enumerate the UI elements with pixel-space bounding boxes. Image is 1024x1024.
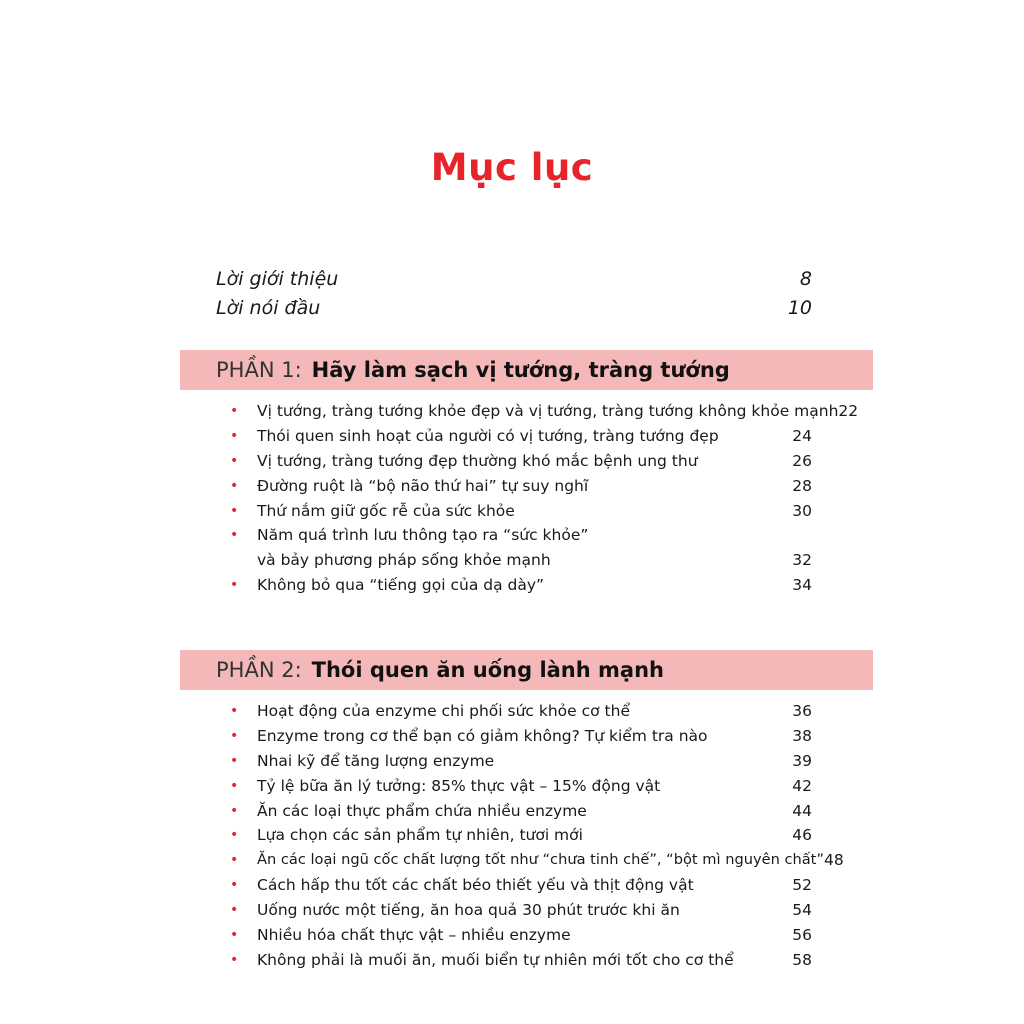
bullet-icon: • xyxy=(230,877,239,894)
toc-entry xyxy=(230,523,812,573)
bullet-icon: • xyxy=(230,902,239,919)
entry-page: 56 xyxy=(792,926,812,944)
entry-text: Lựa chọn các sản phẩm tự nhiên, tươi mới xyxy=(257,826,583,845)
entry-text: Thứ nắm giữ gốc rễ của sức khỏe xyxy=(257,501,515,520)
entry-page: 36 xyxy=(792,701,812,720)
toc-entry xyxy=(230,774,812,799)
part-title: Thói quen ăn uống lành mạnh xyxy=(311,658,664,682)
bullet-icon: • xyxy=(230,577,239,594)
entry-text: Thói quen sinh hoạt của người có vị tướng, tràng tướng đẹp xyxy=(257,426,719,445)
toc-entry xyxy=(230,699,812,724)
part-2-entries xyxy=(230,699,844,973)
toc-entry-preface xyxy=(216,297,812,319)
entry-page: 39 xyxy=(792,751,812,770)
entry-label: Lời nói đầu xyxy=(216,297,321,319)
toc-entry xyxy=(230,749,812,774)
part-title: Hãy làm sạch vị tướng, tràng tướng xyxy=(311,358,730,382)
bullet-icon: • xyxy=(230,403,239,419)
toc-entry xyxy=(230,573,812,598)
toc-entry xyxy=(230,799,812,824)
entry-text: Hoạt động của enzyme chi phối sức khỏe cơ thể xyxy=(257,702,630,720)
toc-entry xyxy=(230,898,812,923)
entry-text: Ăn các loại thực phẩm chứa nhiều enzyme xyxy=(257,801,587,820)
entry-text: Ăn các loại ngũ cốc chất lượng tốt như “chưa tinh chế”, “bột mì nguyên chất” xyxy=(257,851,824,869)
entry-page: 22 xyxy=(838,401,859,420)
entry-page: 52 xyxy=(792,876,812,895)
toc-entry xyxy=(230,724,812,749)
entry-page: 34 xyxy=(792,576,812,595)
entry-text: Đường ruột là “bộ não thứ hai” tự suy nghĩ xyxy=(257,476,589,495)
part-label: PHẦN 2: xyxy=(216,658,302,682)
entry-text: Không phải là muối ăn, muối biển tự nhiên mới tốt cho cơ thể xyxy=(257,950,734,969)
toc-entry xyxy=(230,923,812,948)
entry-text: Uống nước một tiếng, ăn hoa quả 30 phút trước khi ăn xyxy=(257,901,680,920)
bullet-icon: • xyxy=(230,477,239,494)
toc-entry xyxy=(230,424,812,449)
entry-page: 26 xyxy=(792,451,812,470)
entry-page: 48 xyxy=(823,851,844,870)
entry-text: Vị tướng, tràng tướng đẹp thường khó mắc bệnh ung thư xyxy=(257,451,698,470)
entry-page: 54 xyxy=(792,901,812,920)
entry-text-line-2: và bảy phương pháp sống khỏe mạnh xyxy=(257,551,551,570)
bullet-icon: • xyxy=(230,951,239,968)
entry-page: 8 xyxy=(799,268,812,290)
toc-entry xyxy=(230,474,812,499)
entry-page: 10 xyxy=(787,297,812,319)
bullet-icon: • xyxy=(230,452,239,469)
toc-entry xyxy=(230,399,859,424)
page-title: Mục lục xyxy=(430,146,594,189)
bullet-icon: • xyxy=(230,502,239,519)
part-1-entries xyxy=(230,399,859,598)
toc-entry xyxy=(230,499,812,524)
entry-page: 44 xyxy=(792,801,812,820)
bullet-icon: • xyxy=(230,827,239,844)
toc-entry xyxy=(230,449,812,474)
entry-text: Nhai kỹ để tăng lượng enzyme xyxy=(257,751,495,770)
bullet-icon: • xyxy=(230,527,239,544)
entry-page: 38 xyxy=(792,726,812,745)
entry-text: Không bỏ qua “tiếng gọi của dạ dày” xyxy=(257,576,545,595)
bullet-icon: • xyxy=(230,802,239,819)
entry-page: 32 xyxy=(792,551,812,570)
bullet-icon: • xyxy=(230,703,239,719)
entry-page: 58 xyxy=(792,950,812,969)
bullet-icon: • xyxy=(230,727,239,744)
entry-text: Tỷ lệ bữa ăn lý tưởng: 85% thực vật – 15% động vật xyxy=(257,776,661,795)
bullet-icon: • xyxy=(230,777,239,794)
toc-entry xyxy=(230,823,812,848)
part-2-heading xyxy=(180,650,873,690)
entry-page: 28 xyxy=(792,476,812,495)
toc-entry xyxy=(230,873,812,898)
entry-text: Enzyme trong cơ thể bạn có giảm không? Tự kiểm tra nào xyxy=(257,726,708,745)
part-label: PHẦN 1: xyxy=(216,358,302,382)
entry-page: 42 xyxy=(792,776,812,795)
toc-entry-introduction xyxy=(216,268,812,290)
bullet-icon: • xyxy=(230,752,239,769)
bullet-icon: • xyxy=(230,927,239,944)
entry-text: Vị tướng, tràng tướng khỏe đẹp và vị tướng, tràng tướng không khỏe mạnh xyxy=(257,402,839,420)
bullet-icon: • xyxy=(230,427,239,444)
entry-page: 46 xyxy=(792,826,812,845)
bullet-icon: • xyxy=(230,852,239,869)
entry-page: 30 xyxy=(792,501,812,520)
entry-text: Cách hấp thu tốt các chất béo thiết yếu và thịt động vật xyxy=(257,876,694,895)
entry-text-line-1: Năm quá trình lưu thông tạo ra “sức khỏe” xyxy=(257,526,589,545)
toc-entry xyxy=(230,948,812,973)
entry-label: Lời giới thiệu xyxy=(216,268,339,290)
entry-text xyxy=(257,523,772,573)
toc-entry xyxy=(230,848,844,873)
entry-page: 24 xyxy=(792,426,812,445)
entry-text: Nhiều hóa chất thực vật – nhiều enzyme xyxy=(257,926,571,945)
part-1-heading xyxy=(180,350,873,390)
